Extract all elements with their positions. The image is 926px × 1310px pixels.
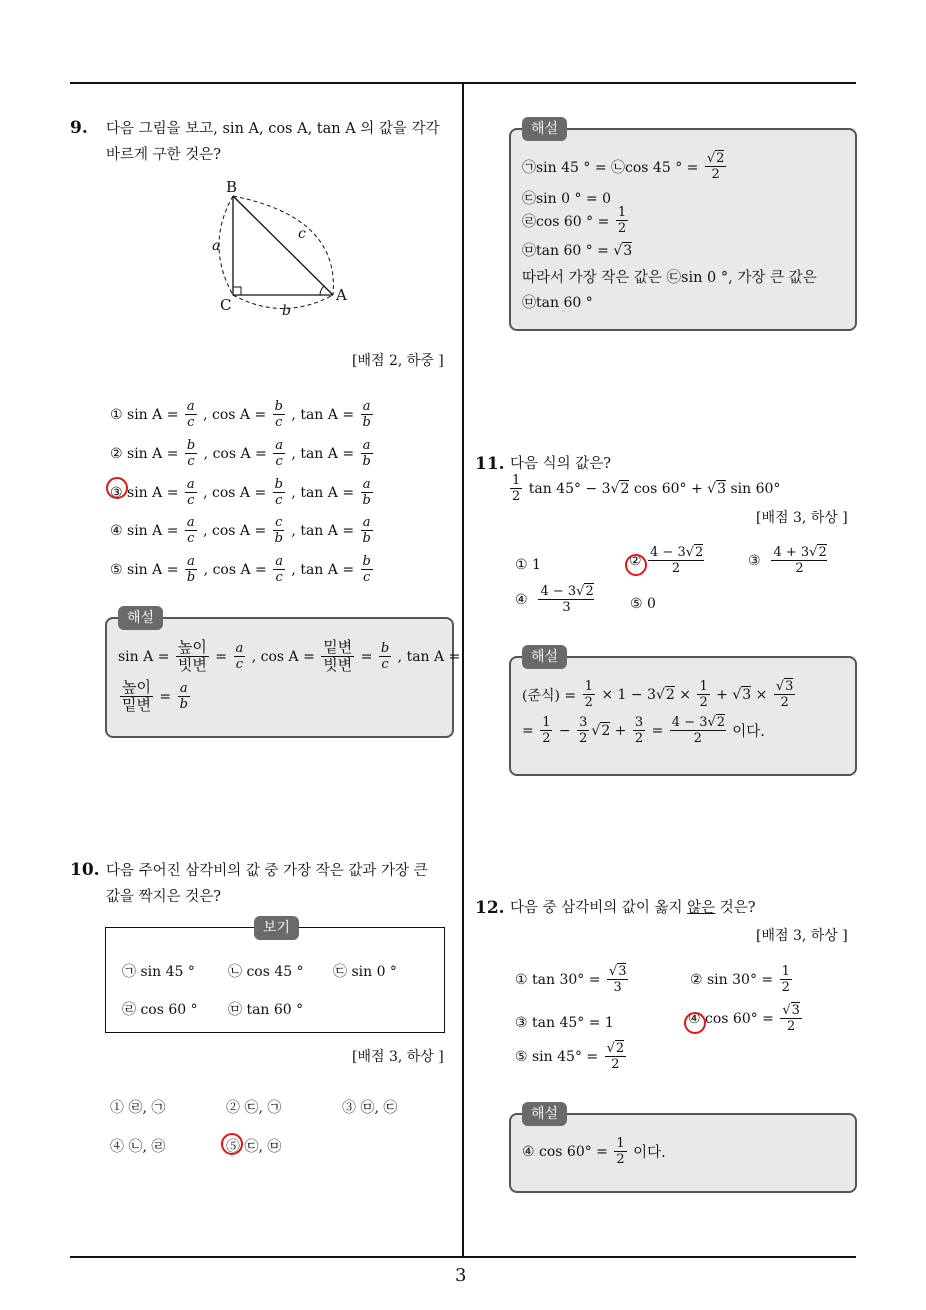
q12-option-4-mark: ④ — [688, 1010, 701, 1027]
q11-answer-circle — [625, 554, 647, 576]
page-number: 3 — [455, 1265, 467, 1286]
q11-option-2[interactable]: ② $\frac{4 - 3√2}{2}$ — [629, 545, 704, 576]
q9-solution-box — [105, 617, 454, 738]
q9-sol-base1: 밑변 — [323, 638, 353, 656]
q10-option-1[interactable]: ① ㉣, ㉠ — [110, 1100, 166, 1116]
q12-option-5-text: ⑤ sin 45° = — [515, 1048, 599, 1065]
q10-text-line2: 값을 짝지은 것은? — [106, 889, 222, 905]
column-divider — [462, 82, 464, 1258]
bottom-rule — [70, 1256, 856, 1258]
q10-number: 10. — [70, 860, 100, 880]
q9-option-mark: ⑤ — [110, 561, 123, 578]
q9-option-mark: ③ — [110, 484, 123, 501]
q11-score: [배점 3, 하상 ] — [756, 510, 848, 526]
q9-sol-base2: 밑변 — [122, 696, 151, 714]
q9-sol-height1: 높이 — [177, 638, 207, 656]
q10-score: [배점 3, 하상 ] — [352, 1049, 444, 1065]
q9-solution-line2: $\frac{\text{높이}}{\text{밑변}}$ = $\frac{a}{b}$ — [122, 678, 188, 714]
q9-label-c: c — [298, 226, 306, 242]
q11-option-2-mark: ② — [629, 552, 642, 569]
q11-option-3[interactable]: ③ $\frac{4 + 3√2}{2}$ — [748, 545, 827, 576]
q9-score: [배점 2, 하중 ] — [352, 353, 444, 369]
q10-sol-line4: ㉤tan 60 ° = √3 — [522, 243, 633, 259]
q10-bogi-item4: ㉣ cos 60 ° — [122, 1002, 198, 1018]
q12-number: 12. — [475, 898, 505, 918]
q10-sol-line4-text: ㉤tan 60 ° = — [522, 243, 609, 259]
q12-solution-tag: 해설 — [522, 1102, 567, 1126]
q9-label-b: b — [282, 303, 291, 319]
q9-text-line1: 다음 그림을 보고, sin A, cos A, tan A 의 값을 각각 — [106, 121, 440, 137]
q12-option-5[interactable]: ⑤ sin 45° = $\frac{√2}{2}$ — [515, 1041, 625, 1072]
q9-option-mark: ① — [110, 406, 123, 423]
q9-number: 9. — [70, 118, 88, 138]
q9-label-B: B — [226, 178, 238, 196]
q11-solution-tag: 해설 — [522, 645, 567, 669]
q10-bogi-item2: ㉡ cos 45 ° — [228, 964, 304, 980]
q12-option-2[interactable]: ② sin 30° = $\frac{1}{2}$ — [690, 964, 790, 995]
q9-option-mark: ② — [110, 445, 123, 462]
q9-text-line2: 바르게 구한 것은? — [106, 147, 222, 163]
q12-answer-circle — [684, 1012, 706, 1034]
q11-sol-line1: (준식) = $\frac{1}{2}$ × 1 − 3√ 2 × $\frac{1}{2}$ + √ 3 × $\frac{√3}{2}$ — [522, 679, 794, 710]
q11-option-5[interactable]: ⑤ 0 — [630, 596, 656, 612]
q9-option-4[interactable]: ④ sin A = $\frac{a}{c}$ , cos A = $\frac{c}{b}$ , tan A = $\frac{a}{b}$ — [110, 515, 371, 546]
q11-option-1[interactable]: ① 1 — [515, 557, 541, 573]
q10-solution-tag: 해설 — [522, 117, 567, 141]
q12-score: [배점 3, 하상 ] — [756, 928, 848, 944]
q12-text-b: 것은? — [715, 900, 756, 916]
q9-label-A: A — [336, 286, 347, 304]
q11-sol-end: 이다. — [732, 724, 765, 740]
q12-option-1[interactable]: ① tan 30° = $\frac{√3}{3}$ — [515, 964, 627, 995]
q10-sol-line1-text: ㉠sin 45 ° = ㉡cos 45 ° = — [522, 159, 699, 176]
q12-sol-line: ④ cos 60° = $\frac{1}{2}$ 이다. — [522, 1136, 666, 1167]
q11-text: 다음 식의 값은? — [510, 456, 612, 472]
q10-option-3[interactable]: ③ ㉤, ㉢ — [342, 1100, 398, 1116]
q10-sol-line1: ㉠sin 45 ° = ㉡cos 45 ° = $\frac{√2}{2}$ — [522, 151, 725, 182]
q9-option-mark: ④ — [110, 522, 123, 539]
q11-expression: $\frac{1}{2}$ tan 45° − 3√ 2 cos 60° + √ 3 sin 60° — [512, 473, 781, 504]
q9-sol-hyp1: 빗변 — [177, 656, 207, 674]
q12-option-2-text: ② sin 30° = — [690, 971, 774, 988]
q12-option-4[interactable]: ④ cos 60° = $\frac{√3}{2}$ — [688, 1003, 800, 1034]
q10-sol-line5: 따라서 가장 작은 값은 ㉢sin 0 °, 가장 큰 값은 — [522, 270, 817, 286]
q10-sol-line3-text: ㉣cos 60 ° = — [522, 213, 610, 230]
q9-option-5[interactable]: ⑤ sin A = $\frac{a}{b}$ , cos A = $\frac{a}{c}$ , tan A = $\frac{b}{c}$ — [110, 554, 371, 585]
q11-option-4-mark: ④ — [515, 591, 528, 608]
q11-option-3-mark: ③ — [748, 552, 761, 569]
q9-solution-tag: 해설 — [118, 606, 163, 630]
q10-answer-circle — [221, 1133, 243, 1155]
q12-sol-text-b: 이다. — [633, 1145, 666, 1161]
q9-answer-circle — [106, 477, 128, 499]
q9-option-1[interactable]: ① sin A = $\frac{a}{c}$ , cos A = $\frac{b}{c}$ , tan A = $\frac{a}{b}$ — [110, 399, 371, 430]
q10-sol-line3: ㉣cos 60 ° = $\frac{1}{2}$ — [522, 205, 627, 236]
q12-option-3[interactable]: ③ tan 45° = 1 — [515, 1015, 614, 1031]
q9-sol-height2: 높이 — [122, 678, 151, 696]
q11-option-4[interactable]: ④ $\frac{4 - 3√2}{3}$ — [515, 584, 594, 615]
q9-label-a: a — [212, 238, 221, 254]
q11-sol-line2: = $\frac{1}{2}$ − $\frac{3}{2}$ √ 2 + $\frac{3}{2}$ = $\frac{4 - 3√2}{2}$ 이다. — [522, 715, 765, 746]
q10-option-4[interactable]: ④ ㉡, ㉣ — [110, 1139, 166, 1155]
q11-sol-lhs: (준식) = — [522, 687, 577, 704]
q9-option-3[interactable]: ③ sin A = $\frac{a}{c}$ , cos A = $\frac{b}{c}$ , tan A = $\frac{a}{b}$ — [110, 477, 371, 508]
q10-text-line1: 다음 주어진 삼각비의 값 중 가장 작은 값과 가장 큰 — [106, 863, 428, 879]
q9-option-2[interactable]: ② sin A = $\frac{b}{c}$ , cos A = $\frac{a}{c}$ , tan A = $\frac{a}{b}$ — [110, 438, 371, 469]
q10-bogi-item3: ㉢ sin 0 ° — [333, 964, 397, 980]
q12-text — [510, 895, 756, 921]
q12-sol-text-a: ④ cos 60° = — [522, 1143, 608, 1160]
q10-bogi-tag: 보기 — [254, 916, 299, 940]
q11-number: 11. — [475, 454, 505, 474]
q10-option-5[interactable]: ⑤ ㉢, ㉤ — [226, 1139, 282, 1155]
q12-text-a: 다음 중 삼각비의 값이 옳지 — [510, 900, 688, 916]
q9-sol-hyp2: 빗변 — [323, 656, 353, 674]
q9-label-C: C — [220, 296, 232, 314]
q9-solution-line1: sin A = $\frac{\text{높이}}{\text{빗변}}$ = $\frac{a}{c}$ , cos A = $\frac{\text{밑변}}{\text{빗변}}$ = $\frac{b}{c}$ , tan A = — [118, 638, 461, 674]
q10-option-2[interactable]: ② ㉢, ㉠ — [226, 1100, 282, 1116]
q10-bogi-item1: ㉠ sin 45 ° — [122, 964, 195, 980]
q10-sol-line6: ㉤tan 60 ° — [522, 295, 593, 311]
q12-option-4-text: cos 60° = — [705, 1010, 774, 1027]
q12-option-1-text: ① tan 30° = — [515, 971, 601, 988]
q10-bogi-item5: ㉤ tan 60 ° — [228, 1002, 304, 1018]
q10-sol-line2: ㉢sin 0 ° = 0 — [522, 191, 612, 207]
q12-text-underlined: 않은 — [687, 900, 716, 916]
